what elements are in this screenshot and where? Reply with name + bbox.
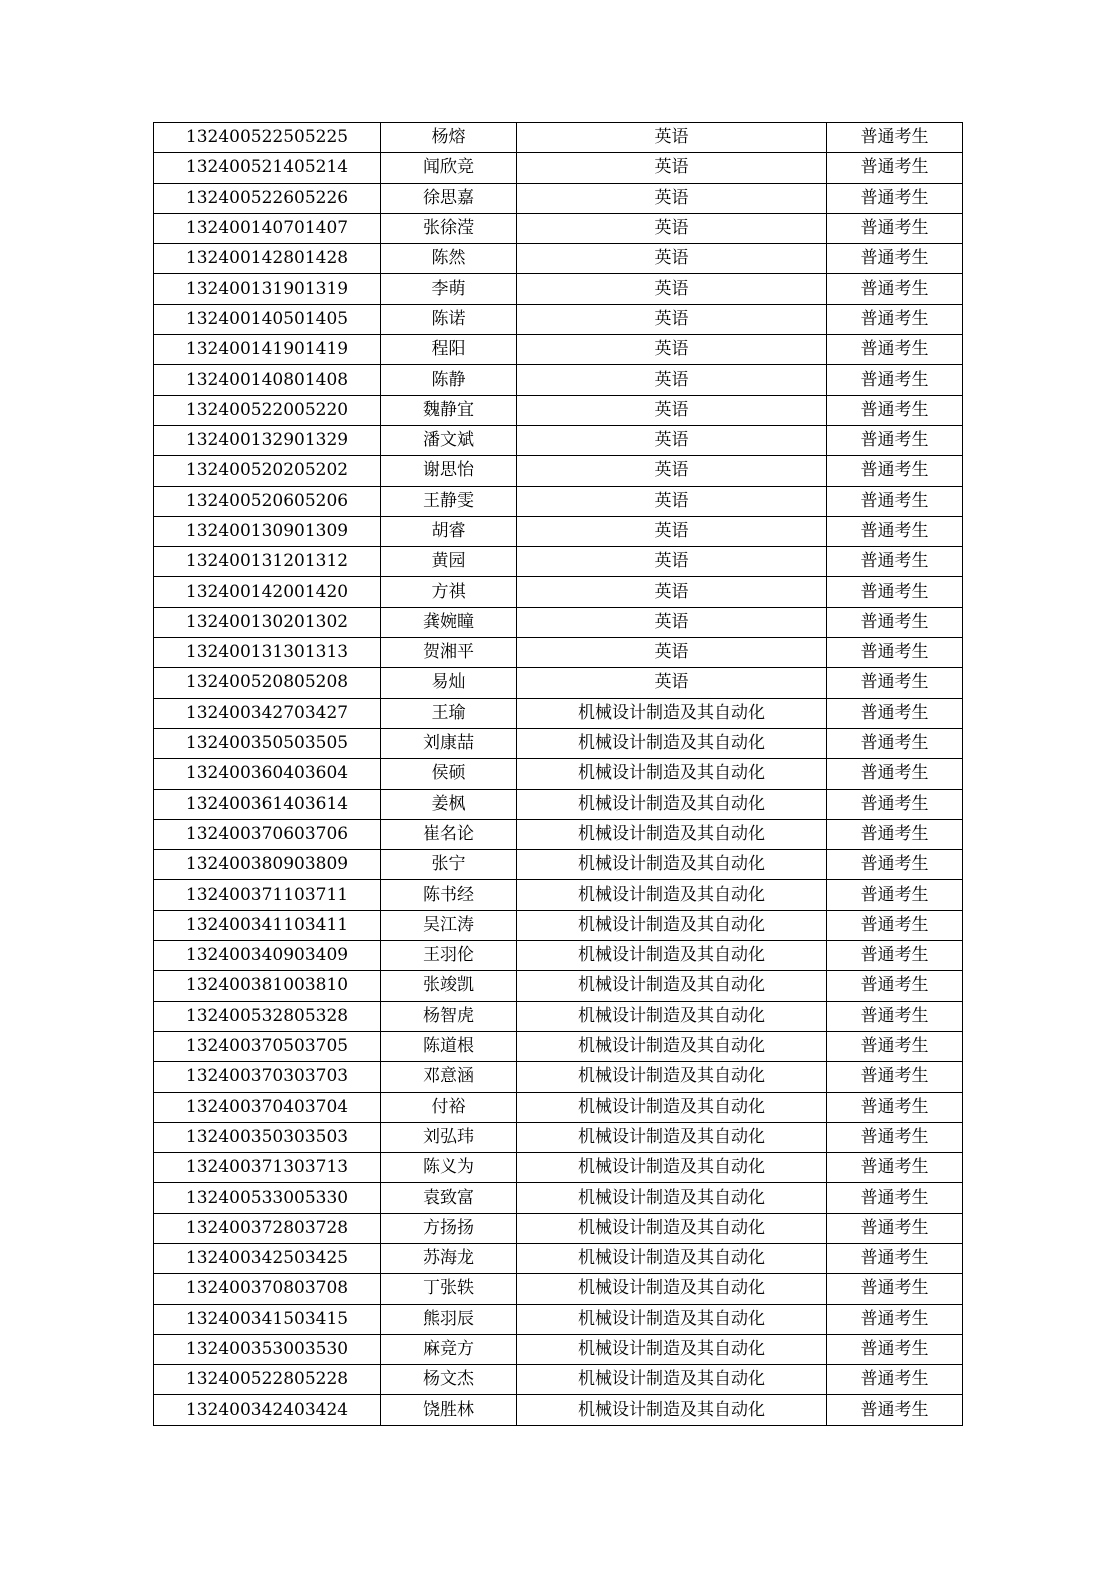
table-row — [154, 1395, 963, 1425]
major-cell: 英语 — [517, 607, 827, 637]
exam-number-cell: 132400142001420 — [154, 577, 381, 607]
exam-number-cell: 132400521405214 — [154, 153, 381, 183]
candidate-type-cell: 普通考生 — [827, 1092, 963, 1122]
table-row — [154, 153, 963, 183]
candidate-name-cell: 张宁 — [381, 850, 517, 880]
table-row — [154, 1243, 963, 1273]
table-row — [154, 850, 963, 880]
candidate-type-cell: 普通考生 — [827, 274, 963, 304]
major-cell: 英语 — [517, 577, 827, 607]
candidate-type-cell: 普通考生 — [827, 1334, 963, 1364]
table-row — [154, 456, 963, 486]
candidate-type-cell: 普通考生 — [827, 304, 963, 334]
major-cell: 机械设计制造及其自动化 — [517, 698, 827, 728]
table-row — [154, 365, 963, 395]
candidate-type-cell: 普通考生 — [827, 759, 963, 789]
candidate-name-cell: 麻竞方 — [381, 1334, 517, 1364]
candidate-table — [153, 122, 963, 1426]
candidate-name-cell: 程阳 — [381, 335, 517, 365]
table-row — [154, 638, 963, 668]
exam-number-cell: 132400350303503 — [154, 1122, 381, 1152]
candidate-name-cell: 张竣凯 — [381, 971, 517, 1001]
candidate-type-cell: 普通考生 — [827, 880, 963, 910]
table-row — [154, 1183, 963, 1213]
exam-number-cell: 132400341503415 — [154, 1304, 381, 1334]
candidate-name-cell: 崔名论 — [381, 819, 517, 849]
table-row — [154, 971, 963, 1001]
exam-number-cell: 132400131301313 — [154, 638, 381, 668]
exam-number-cell: 132400522805228 — [154, 1365, 381, 1395]
major-cell: 机械设计制造及其自动化 — [517, 1062, 827, 1092]
candidate-type-cell: 普通考生 — [827, 183, 963, 213]
candidate-type-cell: 普通考生 — [827, 1395, 963, 1425]
major-cell: 机械设计制造及其自动化 — [517, 728, 827, 758]
exam-number-cell: 132400361403614 — [154, 789, 381, 819]
candidate-name-cell: 黄园 — [381, 547, 517, 577]
table-row — [154, 728, 963, 758]
major-cell: 机械设计制造及其自动化 — [517, 759, 827, 789]
candidate-name-cell: 方扬扬 — [381, 1213, 517, 1243]
candidate-name-cell: 潘文斌 — [381, 425, 517, 455]
candidate-type-cell: 普通考生 — [827, 1122, 963, 1152]
exam-number-cell: 132400372803728 — [154, 1213, 381, 1243]
exam-number-cell: 132400371303713 — [154, 1153, 381, 1183]
major-cell: 机械设计制造及其自动化 — [517, 880, 827, 910]
exam-number-cell: 132400142801428 — [154, 244, 381, 274]
candidate-name-cell: 陈义为 — [381, 1153, 517, 1183]
candidate-type-cell: 普通考生 — [827, 577, 963, 607]
candidate-name-cell: 张徐滢 — [381, 213, 517, 243]
candidate-name-cell: 袁致富 — [381, 1183, 517, 1213]
exam-number-cell: 132400370603706 — [154, 819, 381, 849]
major-cell: 英语 — [517, 123, 827, 153]
exam-number-cell: 132400370803708 — [154, 1274, 381, 1304]
major-cell: 机械设计制造及其自动化 — [517, 1304, 827, 1334]
exam-number-cell: 132400341103411 — [154, 910, 381, 940]
exam-number-cell: 132400520605206 — [154, 486, 381, 516]
major-cell: 英语 — [517, 638, 827, 668]
exam-number-cell: 132400132901329 — [154, 425, 381, 455]
candidate-name-cell: 陈诺 — [381, 304, 517, 334]
exam-number-cell: 132400131201312 — [154, 547, 381, 577]
major-cell: 英语 — [517, 395, 827, 425]
exam-number-cell: 132400140701407 — [154, 213, 381, 243]
candidate-type-cell: 普通考生 — [827, 486, 963, 516]
major-cell: 英语 — [517, 304, 827, 334]
candidate-type-cell: 普通考生 — [827, 1031, 963, 1061]
candidate-type-cell: 普通考生 — [827, 819, 963, 849]
table-row — [154, 1274, 963, 1304]
table-row — [154, 668, 963, 698]
candidate-name-cell: 吴江涛 — [381, 910, 517, 940]
exam-number-cell: 132400380903809 — [154, 850, 381, 880]
candidate-name-cell: 杨文杰 — [381, 1365, 517, 1395]
candidate-name-cell: 闻欣竞 — [381, 153, 517, 183]
candidate-type-cell: 普通考生 — [827, 789, 963, 819]
candidate-table-body — [154, 123, 963, 1426]
candidate-type-cell: 普通考生 — [827, 1274, 963, 1304]
major-cell: 机械设计制造及其自动化 — [517, 1092, 827, 1122]
candidate-type-cell: 普通考生 — [827, 638, 963, 668]
candidate-type-cell: 普通考生 — [827, 335, 963, 365]
candidate-name-cell: 苏海龙 — [381, 1243, 517, 1273]
exam-number-cell: 132400370403704 — [154, 1092, 381, 1122]
major-cell: 英语 — [517, 668, 827, 698]
candidate-type-cell: 普通考生 — [827, 910, 963, 940]
exam-number-cell: 132400522505225 — [154, 123, 381, 153]
table-row — [154, 698, 963, 728]
exam-number-cell: 132400520205202 — [154, 456, 381, 486]
candidate-type-cell: 普通考生 — [827, 850, 963, 880]
major-cell: 英语 — [517, 335, 827, 365]
exam-number-cell: 132400353003530 — [154, 1334, 381, 1364]
table-row — [154, 1334, 963, 1364]
candidate-type-cell: 普通考生 — [827, 456, 963, 486]
major-cell: 英语 — [517, 365, 827, 395]
candidate-name-cell: 王瑜 — [381, 698, 517, 728]
candidate-type-cell: 普通考生 — [827, 1183, 963, 1213]
candidate-type-cell: 普通考生 — [827, 1001, 963, 1031]
major-cell: 机械设计制造及其自动化 — [517, 971, 827, 1001]
exam-number-cell: 132400130901309 — [154, 516, 381, 546]
major-cell: 机械设计制造及其自动化 — [517, 789, 827, 819]
candidate-name-cell: 饶胜林 — [381, 1395, 517, 1425]
exam-number-cell: 132400522005220 — [154, 395, 381, 425]
candidate-type-cell: 普通考生 — [827, 1365, 963, 1395]
major-cell: 机械设计制造及其自动化 — [517, 819, 827, 849]
exam-number-cell: 132400140801408 — [154, 365, 381, 395]
candidate-name-cell: 龚婉瞳 — [381, 607, 517, 637]
table-row — [154, 213, 963, 243]
candidate-name-cell: 姜枫 — [381, 789, 517, 819]
major-cell: 机械设计制造及其自动化 — [517, 1183, 827, 1213]
candidate-name-cell: 陈道根 — [381, 1031, 517, 1061]
candidate-type-cell: 普通考生 — [827, 213, 963, 243]
exam-number-cell: 132400520805208 — [154, 668, 381, 698]
major-cell: 英语 — [517, 183, 827, 213]
table-row — [154, 1092, 963, 1122]
major-cell: 机械设计制造及其自动化 — [517, 850, 827, 880]
candidate-type-cell: 普通考生 — [827, 395, 963, 425]
table-row — [154, 819, 963, 849]
table-row — [154, 1304, 963, 1334]
candidate-name-cell: 付裕 — [381, 1092, 517, 1122]
exam-number-cell: 132400342403424 — [154, 1395, 381, 1425]
candidate-name-cell: 易灿 — [381, 668, 517, 698]
table-row — [154, 1031, 963, 1061]
candidate-name-cell: 杨智虎 — [381, 1001, 517, 1031]
major-cell: 机械设计制造及其自动化 — [517, 1122, 827, 1152]
table-row — [154, 1153, 963, 1183]
exam-number-cell: 132400381003810 — [154, 971, 381, 1001]
table-row — [154, 395, 963, 425]
major-cell: 机械设计制造及其自动化 — [517, 1243, 827, 1273]
candidate-name-cell: 刘弘玮 — [381, 1122, 517, 1152]
candidate-name-cell: 丁张轶 — [381, 1274, 517, 1304]
candidate-type-cell: 普通考生 — [827, 971, 963, 1001]
exam-number-cell: 132400370503705 — [154, 1031, 381, 1061]
candidate-name-cell: 贺湘平 — [381, 638, 517, 668]
candidate-name-cell: 胡睿 — [381, 516, 517, 546]
exam-number-cell: 132400340903409 — [154, 941, 381, 971]
table-row — [154, 335, 963, 365]
table-row — [154, 304, 963, 334]
major-cell: 机械设计制造及其自动化 — [517, 1001, 827, 1031]
candidate-name-cell: 徐思嘉 — [381, 183, 517, 213]
exam-number-cell: 132400140501405 — [154, 304, 381, 334]
table-row — [154, 941, 963, 971]
candidate-name-cell: 邓意涵 — [381, 1062, 517, 1092]
candidate-name-cell: 王静雯 — [381, 486, 517, 516]
major-cell: 机械设计制造及其自动化 — [517, 1274, 827, 1304]
major-cell: 机械设计制造及其自动化 — [517, 1395, 827, 1425]
table-row — [154, 1365, 963, 1395]
exam-number-cell: 132400360403604 — [154, 759, 381, 789]
table-row — [154, 516, 963, 546]
major-cell: 机械设计制造及其自动化 — [517, 1031, 827, 1061]
table-row — [154, 759, 963, 789]
candidate-type-cell: 普通考生 — [827, 1243, 963, 1273]
candidate-name-cell: 陈书经 — [381, 880, 517, 910]
table-row — [154, 1001, 963, 1031]
major-cell: 机械设计制造及其自动化 — [517, 1334, 827, 1364]
exam-number-cell: 132400522605226 — [154, 183, 381, 213]
candidate-type-cell: 普通考生 — [827, 668, 963, 698]
exam-number-cell: 132400371103711 — [154, 880, 381, 910]
exam-number-cell: 132400131901319 — [154, 274, 381, 304]
table-row — [154, 123, 963, 153]
exam-number-cell: 132400342703427 — [154, 698, 381, 728]
table-row — [154, 1213, 963, 1243]
candidate-type-cell: 普通考生 — [827, 1304, 963, 1334]
major-cell: 英语 — [517, 244, 827, 274]
table-row — [154, 607, 963, 637]
major-cell: 机械设计制造及其自动化 — [517, 1153, 827, 1183]
table-row — [154, 486, 963, 516]
candidate-type-cell: 普通考生 — [827, 1213, 963, 1243]
exam-number-cell: 132400141901419 — [154, 335, 381, 365]
candidate-name-cell: 方祺 — [381, 577, 517, 607]
candidate-name-cell: 李萌 — [381, 274, 517, 304]
candidate-type-cell: 普通考生 — [827, 941, 963, 971]
major-cell: 机械设计制造及其自动化 — [517, 1365, 827, 1395]
candidate-type-cell: 普通考生 — [827, 244, 963, 274]
exam-number-cell: 132400130201302 — [154, 607, 381, 637]
exam-number-cell: 132400342503425 — [154, 1243, 381, 1273]
candidate-name-cell: 熊羽辰 — [381, 1304, 517, 1334]
table-row — [154, 547, 963, 577]
table-row — [154, 1122, 963, 1152]
candidate-type-cell: 普通考生 — [827, 728, 963, 758]
exam-number-cell: 132400532805328 — [154, 1001, 381, 1031]
major-cell: 英语 — [517, 516, 827, 546]
candidate-type-cell: 普通考生 — [827, 425, 963, 455]
table-row — [154, 910, 963, 940]
table-row — [154, 425, 963, 455]
candidate-name-cell: 王羽伦 — [381, 941, 517, 971]
candidate-type-cell: 普通考生 — [827, 123, 963, 153]
major-cell: 英语 — [517, 153, 827, 183]
candidate-type-cell: 普通考生 — [827, 607, 963, 637]
major-cell: 英语 — [517, 425, 827, 455]
candidate-type-cell: 普通考生 — [827, 1153, 963, 1183]
major-cell: 机械设计制造及其自动化 — [517, 1213, 827, 1243]
candidate-type-cell: 普通考生 — [827, 698, 963, 728]
candidate-name-cell: 陈然 — [381, 244, 517, 274]
table-row — [154, 1062, 963, 1092]
table-row — [154, 880, 963, 910]
major-cell: 机械设计制造及其自动化 — [517, 941, 827, 971]
exam-number-cell: 132400533005330 — [154, 1183, 381, 1213]
table-row — [154, 577, 963, 607]
candidate-type-cell: 普通考生 — [827, 365, 963, 395]
candidate-name-cell: 侯硕 — [381, 759, 517, 789]
exam-number-cell: 132400370303703 — [154, 1062, 381, 1092]
major-cell: 英语 — [517, 486, 827, 516]
table-row — [154, 244, 963, 274]
exam-number-cell: 132400350503505 — [154, 728, 381, 758]
candidate-name-cell: 陈静 — [381, 365, 517, 395]
candidate-type-cell: 普通考生 — [827, 1062, 963, 1092]
table-row — [154, 183, 963, 213]
major-cell: 英语 — [517, 274, 827, 304]
candidate-type-cell: 普通考生 — [827, 153, 963, 183]
major-cell: 英语 — [517, 213, 827, 243]
major-cell: 英语 — [517, 456, 827, 486]
candidate-name-cell: 杨熔 — [381, 123, 517, 153]
candidate-type-cell: 普通考生 — [827, 547, 963, 577]
table-row — [154, 789, 963, 819]
candidate-type-cell: 普通考生 — [827, 516, 963, 546]
major-cell: 英语 — [517, 547, 827, 577]
candidate-name-cell: 刘康喆 — [381, 728, 517, 758]
candidate-name-cell: 魏静宜 — [381, 395, 517, 425]
candidate-name-cell: 谢思怡 — [381, 456, 517, 486]
table-row — [154, 274, 963, 304]
major-cell: 机械设计制造及其自动化 — [517, 910, 827, 940]
